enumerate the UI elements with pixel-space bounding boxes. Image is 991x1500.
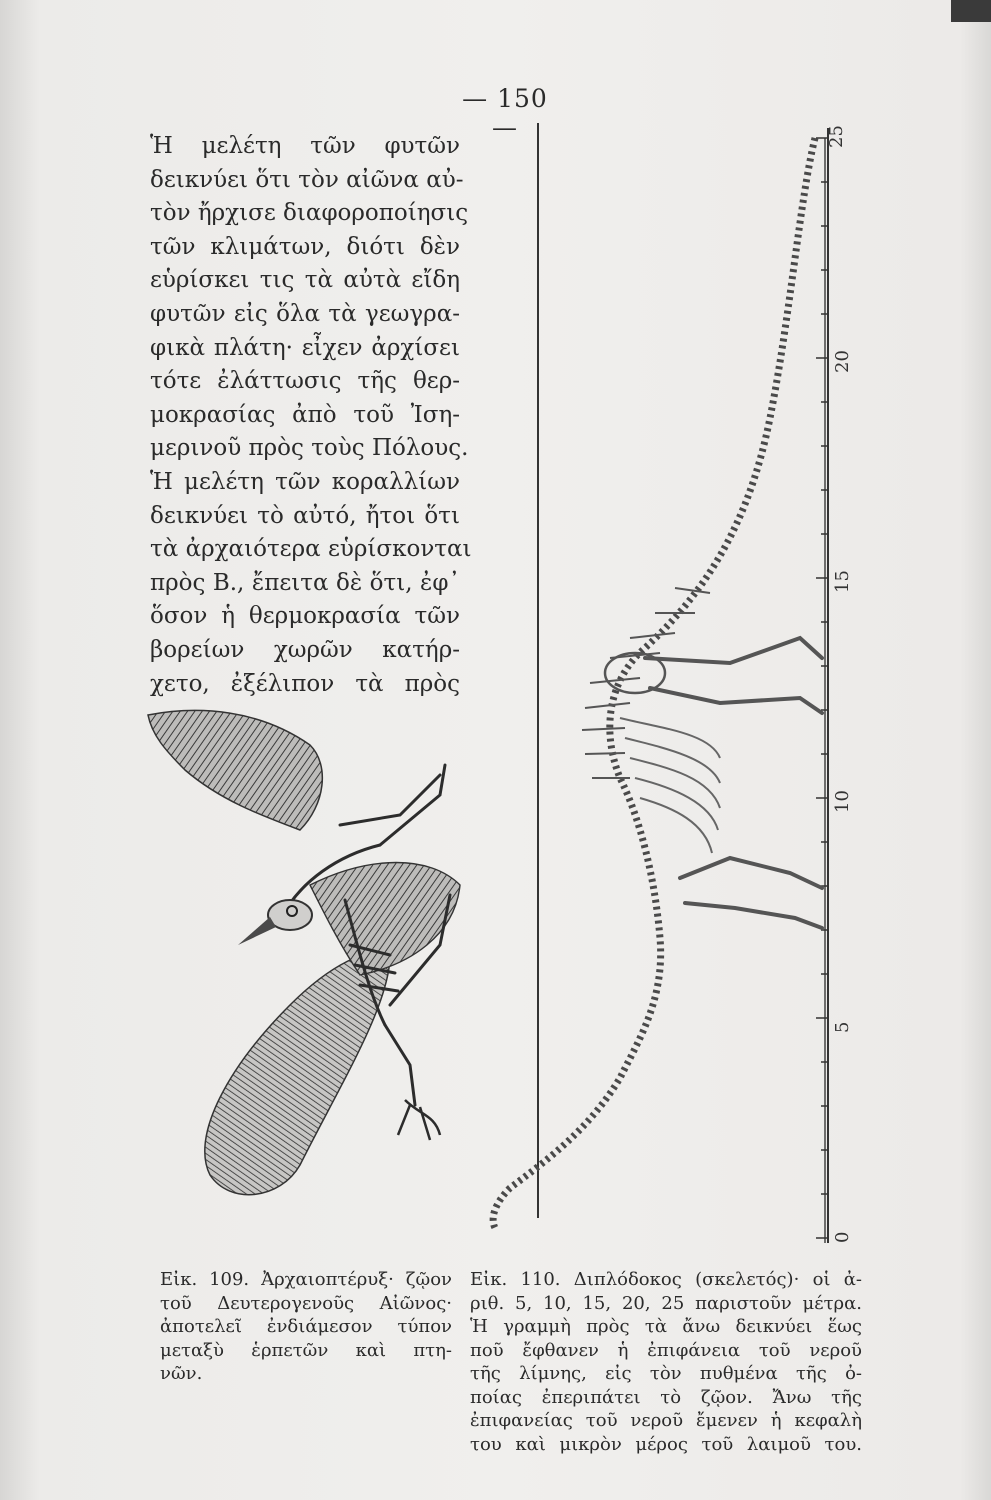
text-line: ὅσον ἡ θερμοκρασία τῶν bbox=[150, 603, 460, 630]
text-line: φικὰ πλάτη· εἶχεν ἀρχίσει bbox=[150, 334, 460, 361]
text-line: Ἡ μελέτη τῶν κοραλλίων bbox=[150, 468, 460, 495]
lower-wing bbox=[310, 863, 460, 976]
diplodocus-skeleton-illustration bbox=[470, 118, 890, 1258]
scale-label-0: 0 bbox=[832, 1231, 853, 1243]
beak bbox=[238, 917, 276, 945]
caption-line: μεταξὺ ἑρπετῶν καὶ πτη- bbox=[160, 1339, 452, 1361]
scale-label-10: 10 bbox=[832, 790, 853, 813]
caption-line: Εἰκ. 109. Ἀρχαιοπτέρυξ· ζῷον bbox=[160, 1269, 452, 1290]
scale-label-15: 15 bbox=[832, 570, 853, 593]
vertebral-spines bbox=[582, 588, 710, 778]
scale-ticks bbox=[816, 138, 828, 1238]
feathered-tail bbox=[205, 952, 390, 1194]
caption-line: του καὶ μικρὸν μέρος τοῦ λαιμοῦ του. bbox=[470, 1433, 862, 1455]
archaeopteryx-illustration bbox=[140, 705, 480, 1205]
page-number: — 150 — bbox=[462, 84, 548, 142]
caption-line: ριθ. 5, 10, 15, 20, 25 παριστοῦν μέτρα. bbox=[470, 1292, 862, 1314]
text-line: μοκρασίας ἀπὸ τοῦ Ἰση- bbox=[150, 401, 460, 428]
text-line: Ἡ μελέτη τῶν φυτῶν bbox=[150, 133, 460, 159]
body-paragraph bbox=[150, 130, 472, 701]
text-line: μερινοῦ πρὸς τοὺς Πόλους. bbox=[150, 435, 469, 462]
caption-line: νῶν. bbox=[160, 1363, 203, 1384]
scale-label-25: 25 bbox=[826, 125, 847, 148]
text-line: χετο, ἐξέλιπον τὰ πρὸς bbox=[150, 670, 460, 697]
figure-109-caption bbox=[160, 1268, 452, 1386]
text-line: δεικνύει ὅτι τὸν αἰῶνα αὐ- bbox=[150, 166, 464, 193]
text-line: τῶν κλιμάτων, διότι δὲν bbox=[150, 233, 460, 260]
scale-label-20: 20 bbox=[832, 350, 853, 373]
foot-claws bbox=[398, 1100, 440, 1140]
text-line: φυτῶν εἰς ὅλα τὰ γεωγρα- bbox=[150, 300, 460, 327]
legs bbox=[645, 638, 822, 928]
caption-line: Ἡ γραμμὴ πρὸς τὰ ἄνω δεικνύει ἕως bbox=[470, 1316, 862, 1337]
caption-line: τοῦ Δευτερογενοῦς Αἰῶνος· bbox=[160, 1292, 452, 1314]
scale-label-5: 5 bbox=[832, 1021, 853, 1033]
caption-line: ἐπιφανείας τοῦ νεροῦ ἔμενεν ἡ κεφαλὴ bbox=[470, 1410, 862, 1431]
text-line: βορείων χωρῶν κατήρ- bbox=[150, 636, 460, 663]
caption-line: Εἰκ. 110. Διπλόδοκος (σκελετός)· οἱ ἀ- bbox=[470, 1269, 862, 1290]
caption-line: ἀποτελεῖ ἐνδιάμεσον τύπον bbox=[160, 1316, 452, 1337]
neck-and-tail-spine bbox=[493, 138, 815, 1228]
text-line: εὑρίσκει τις τὰ αὐτὰ εἴδη bbox=[150, 267, 460, 294]
scan-corner-mark bbox=[951, 0, 991, 22]
text-line: δεικνύει τὸ αὐτό, ἤτοι ὅτι bbox=[150, 502, 460, 529]
caption-line: ποῦ ἔφθανεν ἡ ἐπιφάνεια τοῦ νεροῦ bbox=[470, 1339, 862, 1361]
caption-line: ποίας ἐπεριπάτει τὸ ζῷον. Ἄνω τῆς bbox=[470, 1386, 862, 1408]
figure-110-caption bbox=[470, 1268, 862, 1456]
text-line: τότε ἐλάττωσις τῆς θερ- bbox=[150, 368, 460, 395]
caption-line: τῆς λίμνης, εἰς τὸν πυθμένα τῆς ὀ- bbox=[470, 1363, 862, 1384]
text-line: τὰ ἀρχαιότερα εὑρίσκονται bbox=[150, 536, 472, 563]
text-line: πρὸς Β., ἔπειτα δὲ ὅτι, ἐφ᾽ bbox=[150, 569, 460, 596]
upper-wing bbox=[148, 710, 322, 830]
text-line: τὸν ἤρχισε διαφοροποίησις bbox=[150, 200, 469, 227]
ribcage bbox=[620, 718, 720, 853]
